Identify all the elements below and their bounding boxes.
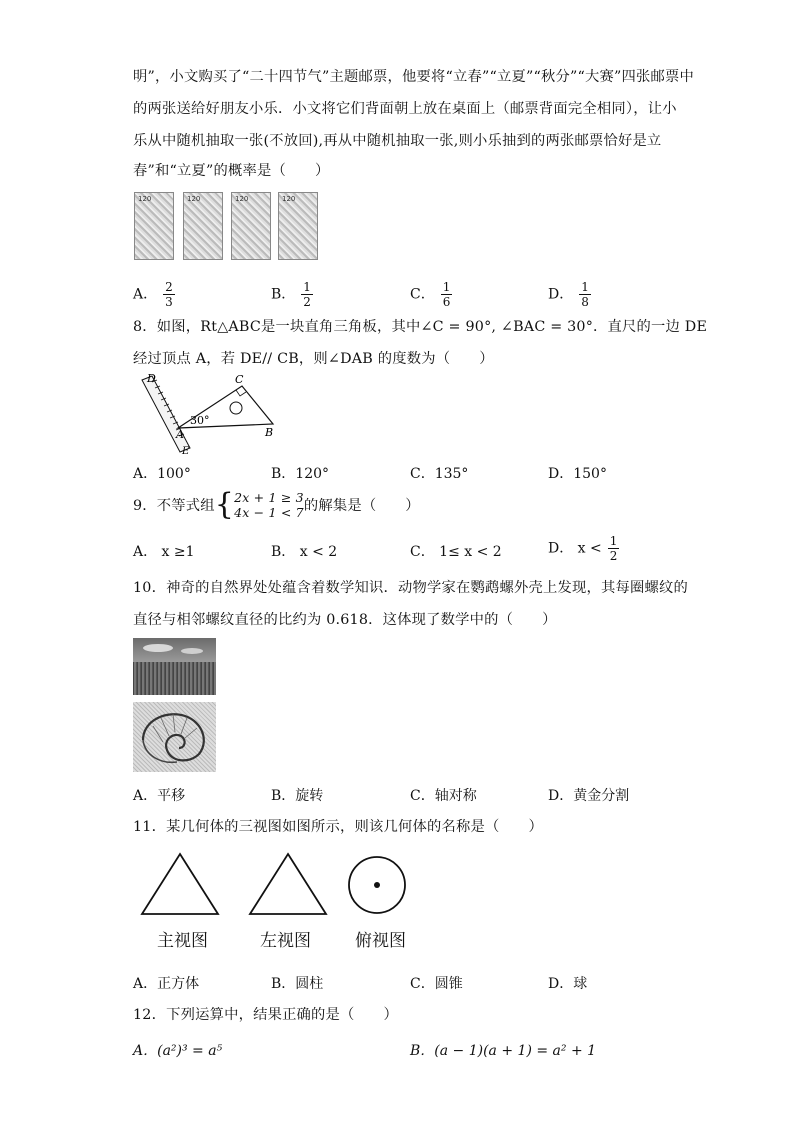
inequality-1: 2x + 1 ≥ 3 xyxy=(234,490,304,505)
q12-text-line1: 12．下列运算中，结果正确的是（ ） xyxy=(133,1007,399,1023)
q7-option-c[interactable] xyxy=(410,280,452,309)
stamp-image-2 xyxy=(183,192,223,260)
q10-option-d[interactable]: D．黄金分割 xyxy=(548,788,630,804)
q8-option-d[interactable]: D．150° xyxy=(548,466,607,482)
fraction-denominator: 2 xyxy=(303,295,311,309)
stamp-value: 120 xyxy=(138,195,152,203)
fraction-numerator: 1 xyxy=(303,280,311,294)
point-label-d: D xyxy=(147,372,156,385)
option-label: B． xyxy=(271,286,296,303)
stamp-value: 120 xyxy=(187,195,201,203)
fraction-denominator: 3 xyxy=(165,295,173,309)
fraction-numerator: 1 xyxy=(609,534,618,548)
q8-text-line1: 8．如图，Rt△ABC是一块直角三角板，其中∠C = 90°, ∠BAC = 30°．直尺的一边 DE xyxy=(133,319,708,335)
q7-option-b[interactable] xyxy=(271,280,313,309)
q11-option-d[interactable]: D．球 xyxy=(548,976,588,992)
fraction-numerator: 1 xyxy=(442,280,451,294)
fraction-numerator: 1 xyxy=(581,280,589,294)
q7-option-a[interactable] xyxy=(133,280,175,309)
q12-option-b[interactable]: B．(a − 1)(a + 1) = a² + 1 xyxy=(410,1043,597,1059)
q9-text xyxy=(133,487,420,522)
q10-option-b[interactable]: B．旋转 xyxy=(271,788,324,804)
option-label: C． xyxy=(410,286,435,303)
q9-option-d[interactable] xyxy=(548,534,619,563)
q10-text-line1: 10．神奇的自然界处处蕴含着数学知识．动物学家在鹦鹉螺外壳上发现，其每圈螺纹的 xyxy=(133,580,688,596)
q10-option-c[interactable]: C．轴对称 xyxy=(410,788,477,804)
inequality-system xyxy=(234,490,304,520)
fraction-numerator: 2 xyxy=(165,280,173,294)
angle-label: 30° xyxy=(190,414,210,427)
option-label: A． xyxy=(133,286,158,303)
q9-option-a[interactable]: A． x ≥1 xyxy=(133,544,195,560)
q11-option-c[interactable]: C．圆锥 xyxy=(410,976,463,992)
three-views-figure xyxy=(140,852,420,918)
view-caption-front: 主视图 xyxy=(157,931,208,951)
top-view-center-dot xyxy=(374,882,380,888)
brace-symbol: { xyxy=(214,487,235,522)
inequality-2: 4x − 1 < 7 xyxy=(234,505,304,520)
stamp-image-1 xyxy=(134,192,174,260)
q7-text-line3: 乐从中随机抽取一张(不放回),再从中随机抽取一张,则小乐抽到的两张邮票恰好是立 xyxy=(133,133,662,149)
right-angle-mark xyxy=(236,390,246,396)
q8-option-b[interactable]: B．120° xyxy=(271,466,330,482)
side-view-triangle xyxy=(250,854,326,914)
point-label-e: E xyxy=(182,446,190,456)
stamp-value: 120 xyxy=(282,195,296,203)
q7-text-line4: 春”和“立夏”的概率是（ ） xyxy=(133,163,330,179)
q11-text-line1: 11．某几何体的三视图如图所示，则该几何体的名称是（ ） xyxy=(133,819,544,835)
q11-option-b[interactable]: B．圆柱 xyxy=(271,976,324,992)
q10-option-a[interactable]: A．平移 xyxy=(133,788,186,804)
ruler-triangle-figure xyxy=(130,372,300,456)
q9-prefix: 9．不等式组 xyxy=(133,498,215,514)
grassland-photo xyxy=(133,638,216,695)
q11-option-a[interactable]: A．正方体 xyxy=(133,976,200,992)
option-label: D． x < xyxy=(548,540,602,557)
stamp-image-3 xyxy=(231,192,271,260)
q9-suffix: 的解集是（ ） xyxy=(303,498,420,514)
nautilus-photo xyxy=(133,702,216,772)
point-label-a: A xyxy=(176,428,184,441)
point-label-b: B xyxy=(265,426,274,439)
q8-text-line2: 经过顶点 A，若 DE// CB，则∠DAB 的度数为（ ） xyxy=(133,351,494,367)
q9-option-b[interactable]: B． x < 2 xyxy=(271,544,338,560)
q12-option-a[interactable]: A．(a²)³ = a⁵ xyxy=(133,1043,223,1059)
stamp-image-4 xyxy=(278,192,318,260)
q7-option-d[interactable] xyxy=(548,280,591,309)
option-label: D． xyxy=(548,286,574,303)
q7-text-line1: 明”，小文购买了“二十四节气”主题邮票，他要将“立春”“立夏”“秋分”“大赛”四张邮票中 xyxy=(133,69,694,85)
fraction-denominator: 6 xyxy=(442,295,451,309)
triangle-hole xyxy=(230,402,242,414)
q10-text-line2: 直径与相邻螺纹直径的比约为 0.618．这体现了数学中的（ ） xyxy=(133,612,557,628)
q9-option-c[interactable]: C． 1≤ x < 2 xyxy=(410,544,502,560)
q8-option-c[interactable]: C．135° xyxy=(410,466,469,482)
fraction-denominator: 8 xyxy=(581,295,589,309)
q8-option-a[interactable]: A．100° xyxy=(133,466,191,482)
stamp-value: 120 xyxy=(235,195,249,203)
point-label-c: C xyxy=(235,373,244,386)
view-caption-top: 俯视图 xyxy=(355,931,406,951)
view-caption-side: 左视图 xyxy=(260,931,311,951)
fraction-denominator: 2 xyxy=(609,549,618,563)
q7-text-line2: 的两张送给好朋友小乐．小文将它们背面朝上放在桌面上（邮票背面完全相同），让小 xyxy=(133,101,677,117)
front-view-triangle xyxy=(142,854,218,914)
